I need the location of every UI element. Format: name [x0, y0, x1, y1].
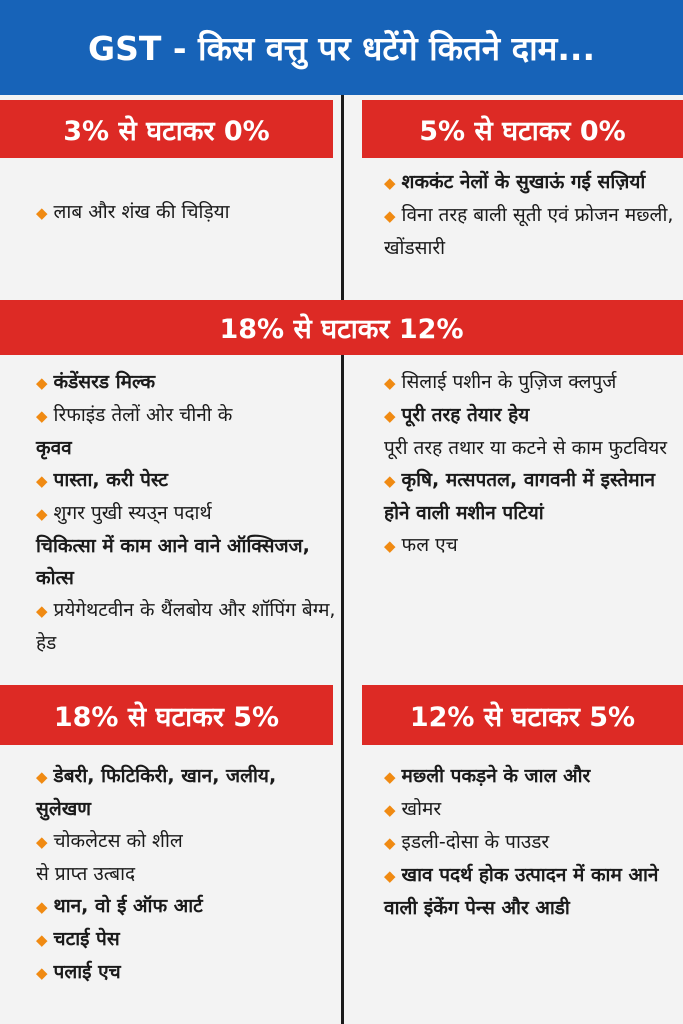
diamond-bullet-icon: ◆	[36, 833, 48, 851]
list-item	[36, 530, 336, 594]
list-item-text: सिलाई पशीन के पुज़िज क्लपुर्ज	[401, 371, 617, 393]
list-item	[384, 166, 676, 199]
diamond-bullet-icon: ◆	[36, 964, 48, 982]
section-heading-12-to-5: 12% से घटाकर 5%	[362, 685, 683, 745]
diamond-bullet-icon: ◆	[36, 602, 48, 620]
list-item-text: पूरी तरह तेयार हेय	[401, 404, 530, 426]
list-item-text: चिकित्सा में काम आने वाने ऑक्सिजज, कोत्स	[36, 535, 310, 589]
diamond-bullet-icon: ◆	[384, 407, 396, 425]
list-item-text: चटाई पेस	[53, 928, 120, 950]
diamond-bullet-icon: ◆	[384, 174, 396, 192]
column-divider-middle	[341, 355, 344, 685]
list-item	[384, 760, 676, 793]
list-item	[36, 497, 336, 530]
diamond-bullet-icon: ◆	[36, 898, 48, 916]
list-item-text: कंडेंसरड मिल्क	[53, 371, 156, 393]
list-item-text: शककंट नेलों के सुखाऊं गई सज़िर्या	[401, 171, 646, 193]
list-item-text: से प्राप्त उत्बाद	[36, 863, 136, 885]
list-item-text: शुगर पुखी स्यउ्न पदार्थ	[53, 502, 212, 524]
list-item	[384, 793, 676, 826]
list-12-to-5	[384, 760, 676, 924]
diamond-bullet-icon: ◆	[384, 537, 396, 555]
list-item-text: खाव पदर्थ होक उत्पादन में काम आने वाली इंकेंग पेन्स और आडी	[384, 864, 659, 919]
list-item-text: थान, वो ई ऑफ आर्ट	[53, 895, 203, 917]
list-item-text: खोमर	[401, 798, 442, 820]
list-item	[384, 464, 676, 529]
list-item	[36, 594, 336, 659]
list-item-text: डेबरी, फिटिकिरी, खान, जलीय, सुलेखण	[36, 765, 277, 820]
diamond-bullet-icon: ◆	[384, 834, 396, 852]
list-3-to-0	[36, 196, 326, 229]
column-divider-top	[341, 95, 344, 300]
list-item-text: कृषि, मत्सपतल, वागवनी में इस्तेमान होने वाली मशीन पटियां	[384, 469, 656, 524]
section-heading-3-to-0: 3% से घटाकर 0%	[0, 100, 333, 158]
list-item	[36, 956, 334, 989]
list-item	[384, 399, 676, 432]
list-item	[384, 859, 676, 924]
list-item-text: पलाई एच	[53, 961, 121, 983]
diamond-bullet-icon: ◆	[36, 472, 48, 490]
diamond-bullet-icon: ◆	[36, 407, 48, 425]
list-item	[36, 760, 334, 825]
list-item	[384, 199, 676, 264]
list-item	[384, 432, 676, 464]
diamond-bullet-icon: ◆	[36, 374, 48, 392]
list-item-text: मछ्ली पकड़ने के जाल और	[401, 765, 591, 787]
diamond-bullet-icon: ◆	[36, 505, 48, 523]
list-item	[36, 399, 336, 432]
list-18-to-12-left	[36, 366, 336, 659]
list-item	[384, 366, 676, 399]
list-item-text: चोकलेटस को शील	[53, 830, 183, 852]
list-5-to-0	[384, 166, 676, 264]
section-heading-18-to-12: 18% से घटाकर 12%	[0, 300, 683, 355]
diamond-bullet-icon: ◆	[36, 768, 48, 786]
diamond-bullet-icon: ◆	[384, 374, 396, 392]
diamond-bullet-icon: ◆	[384, 867, 396, 885]
section-heading-5-to-0: 5% से घटाकर 0%	[362, 100, 683, 158]
list-item-text: इडली-दोसा के पाउडर	[401, 831, 550, 853]
list-item-text: कृवव	[36, 437, 72, 459]
diamond-bullet-icon: ◆	[384, 801, 396, 819]
diamond-bullet-icon: ◆	[36, 931, 48, 949]
list-item-text: पूरी तरह तथार या कटने से काम फुटवियर	[384, 437, 667, 459]
list-item-text: लाब और शंख की चिड़िया	[53, 201, 230, 223]
list-item-text: रिफाइंड तेलों ओर चीनी के	[53, 404, 233, 426]
list-item	[36, 196, 326, 229]
list-item	[384, 826, 676, 859]
list-item	[36, 923, 334, 956]
list-18-to-5	[36, 760, 334, 989]
list-item	[36, 858, 334, 890]
diamond-bullet-icon: ◆	[384, 472, 396, 490]
list-item-text: फल एच	[401, 534, 458, 556]
diamond-bullet-icon: ◆	[384, 768, 396, 786]
list-item-text: पास्ता, करी पेस्ट	[53, 469, 168, 491]
list-item	[36, 432, 336, 464]
list-item	[36, 464, 336, 497]
section-heading-18-to-5: 18% से घटाकर 5%	[0, 685, 333, 745]
diamond-bullet-icon: ◆	[36, 204, 48, 222]
column-divider-bottom	[341, 685, 344, 1024]
list-18-to-12-right	[384, 366, 676, 562]
list-item-text: विना तरह बाली सूती एवं फ्रोजन मछ्ली, खोंडसारी	[384, 204, 674, 259]
list-item-text: प्रयेगेथटवीन के थैंलबोय और शॉपिंग बेग्म, हेड	[36, 599, 336, 654]
diamond-bullet-icon: ◆	[384, 207, 396, 225]
list-item	[36, 890, 334, 923]
list-item	[36, 825, 334, 858]
list-item	[384, 529, 676, 562]
page-title: GST - किस वत्तु पर धटेंगे कितने दाम...	[0, 0, 683, 95]
list-item	[36, 366, 336, 399]
